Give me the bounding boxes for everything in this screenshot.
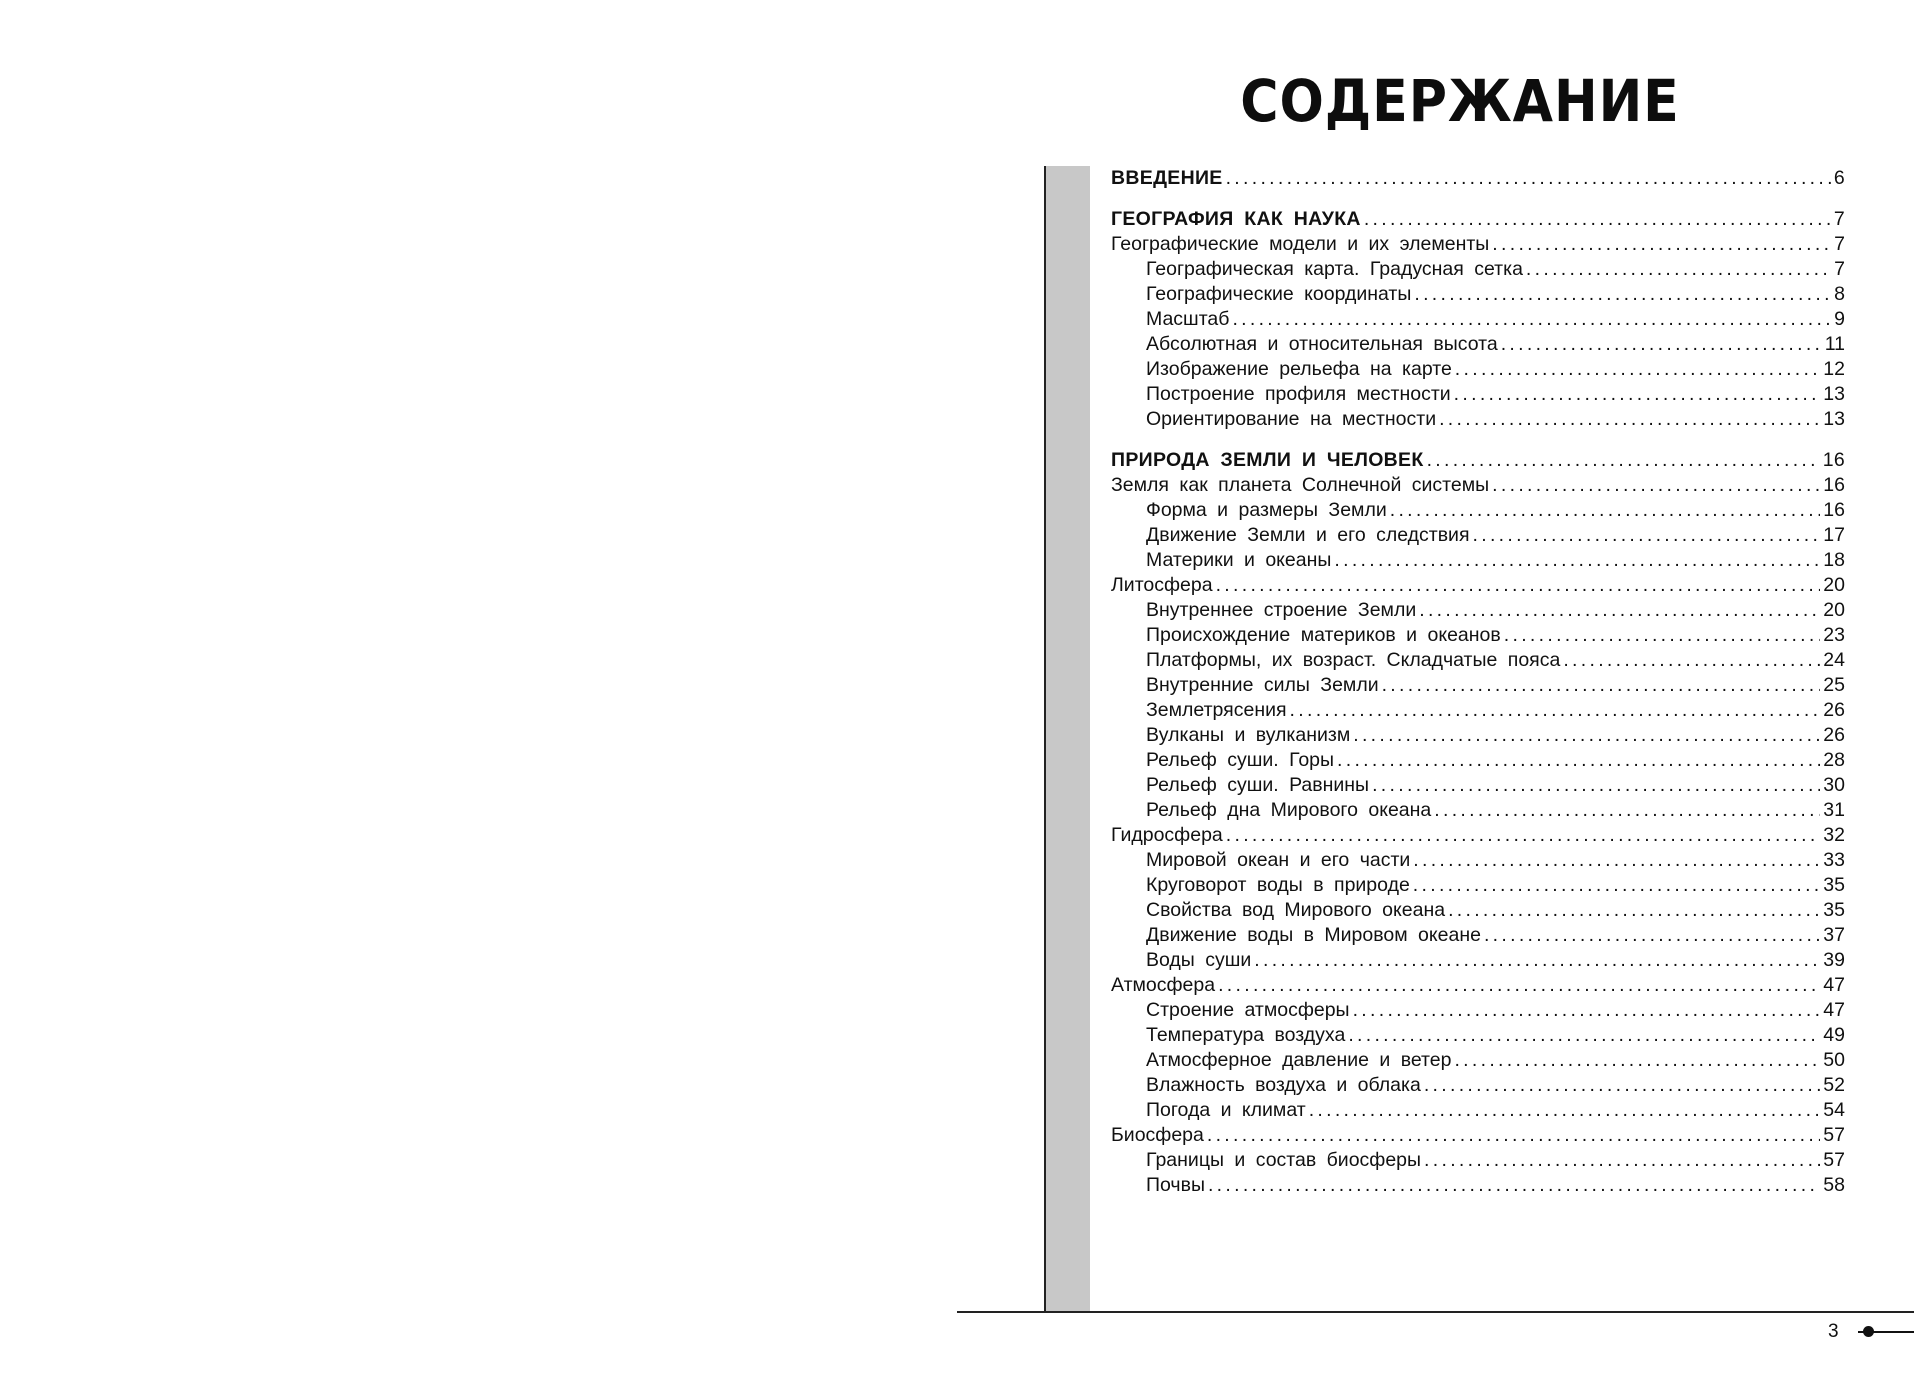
toc-entry-title: Вулканы и вулканизм <box>1146 724 1351 746</box>
toc-entry[interactable] <box>1111 748 1845 773</box>
toc-entry-page: 32 <box>1823 824 1845 846</box>
toc-section[interactable] <box>1111 207 1845 232</box>
toc-entry[interactable] <box>1111 723 1845 748</box>
toc-entry[interactable] <box>1111 382 1845 407</box>
toc-entry-page: 20 <box>1823 599 1845 621</box>
toc-entry[interactable] <box>1111 698 1845 723</box>
toc-entry-title: Географическая карта. Градусная сетка <box>1146 258 1523 280</box>
toc-entry[interactable] <box>1111 523 1845 548</box>
toc-entry-title: Внутренние силы Земли <box>1146 674 1379 696</box>
dot-leader <box>1424 1148 1820 1173</box>
toc-entry[interactable] <box>1111 948 1845 973</box>
dot-leader <box>1492 473 1820 498</box>
page-number: 3 <box>1828 1321 1839 1342</box>
dot-leader <box>1382 673 1821 698</box>
toc-entry-page: 57 <box>1823 1124 1845 1146</box>
toc-entry-title: Атмосферное давление и ветер <box>1146 1049 1452 1071</box>
toc-entry-title: Движение Земли и его следствия <box>1146 524 1470 546</box>
toc-entry-page: 47 <box>1823 999 1845 1021</box>
toc-entry[interactable] <box>1111 407 1845 432</box>
toc-entry-page: 50 <box>1823 1049 1845 1071</box>
toc-entry-page: 49 <box>1823 1024 1845 1046</box>
dot-leader <box>1226 166 1831 191</box>
toc-entry[interactable] <box>1111 548 1845 573</box>
dot-leader <box>1207 1123 1820 1148</box>
toc-entry[interactable] <box>1111 973 1845 998</box>
toc-entry-page: 57 <box>1823 1149 1845 1171</box>
toc-entry[interactable] <box>1111 848 1845 873</box>
toc-entry[interactable] <box>1111 1023 1845 1048</box>
toc-entry-title: Воды суши <box>1146 949 1252 971</box>
toc-entry-title: Движение воды в Мировом океане <box>1146 924 1481 946</box>
dot-leader <box>1348 1023 1820 1048</box>
toc-entry-page: 9 <box>1834 308 1845 330</box>
toc-entry[interactable] <box>1111 232 1845 257</box>
toc-entry-page: 16 <box>1822 449 1845 471</box>
toc-entry-page: 47 <box>1823 974 1845 996</box>
dot-leader <box>1334 548 1820 573</box>
toc-entry-page: 16 <box>1823 474 1845 496</box>
dot-leader <box>1232 307 1831 332</box>
toc-entry-page: 23 <box>1823 624 1845 646</box>
toc-entry-page: 6 <box>1833 167 1845 189</box>
toc-entry[interactable] <box>1111 282 1845 307</box>
toc-entry[interactable] <box>1111 898 1845 923</box>
dot-leader <box>1414 282 1831 307</box>
toc-entry-page: 31 <box>1823 799 1845 821</box>
toc-entry[interactable] <box>1111 823 1845 848</box>
dot-leader <box>1208 1173 1820 1198</box>
dot-leader <box>1424 1073 1820 1098</box>
toc-entry-title: ГЕОГРАФИЯ КАК НАУКА <box>1111 208 1361 230</box>
toc-entry-title: Ориентирование на местности <box>1146 408 1437 430</box>
toc-entry-title: Круговорот воды в природе <box>1146 874 1410 896</box>
toc-entry-title: Земля как планета Солнечной системы <box>1111 474 1490 496</box>
toc-entry[interactable] <box>1111 1098 1845 1123</box>
table-of-contents <box>1111 166 1845 1198</box>
dot-leader <box>1448 898 1820 923</box>
toc-entry-page: 13 <box>1823 383 1845 405</box>
dot-leader <box>1226 823 1821 848</box>
toc-entry-page: 7 <box>1834 258 1845 280</box>
toc-entry-title: Изображение рельефа на карте <box>1146 358 1452 380</box>
toc-entry-page: 7 <box>1834 233 1845 255</box>
toc-entry[interactable] <box>1111 307 1845 332</box>
toc-entry-title: Биосфера <box>1111 1124 1204 1146</box>
toc-entry[interactable] <box>1111 673 1845 698</box>
toc-entry-title: Свойства вод Мирового океана <box>1146 899 1446 921</box>
toc-entry-page: 16 <box>1823 499 1845 521</box>
dot-leader <box>1419 598 1820 623</box>
toc-entry-title: Погода и климат <box>1146 1099 1306 1121</box>
toc-entry[interactable] <box>1111 773 1845 798</box>
dot-leader <box>1504 623 1821 648</box>
toc-entry-title: Температура воздуха <box>1146 1024 1346 1046</box>
dot-leader <box>1364 207 1831 232</box>
toc-entry-page: 35 <box>1823 899 1845 921</box>
toc-entry-page: 37 <box>1823 924 1845 946</box>
toc-entry-page: 13 <box>1823 408 1845 430</box>
toc-entry-page: 33 <box>1823 849 1845 871</box>
dot-leader <box>1473 523 1821 548</box>
dot-leader <box>1290 698 1821 723</box>
toc-entry-title: Влажность воздуха и облака <box>1146 1074 1421 1096</box>
toc-entry-title: Почвы <box>1146 1174 1205 1196</box>
toc-entry-page: 30 <box>1823 774 1845 796</box>
toc-entry-title: Атмосфера <box>1111 974 1216 996</box>
toc-entry[interactable] <box>1111 473 1845 498</box>
toc-entry-title: Рельеф суши. Горы <box>1146 749 1335 771</box>
toc-entry-page: 20 <box>1823 574 1845 596</box>
dot-leader <box>1413 848 1820 873</box>
toc-entry[interactable] <box>1111 573 1845 598</box>
toc-entry[interactable] <box>1111 1073 1845 1098</box>
dot-leader <box>1455 357 1821 382</box>
dot-leader <box>1353 998 1821 1023</box>
toc-entry-title: Географические модели и их элементы <box>1111 233 1490 255</box>
toc-entry-page: 17 <box>1823 524 1845 546</box>
toc-entry[interactable] <box>1111 357 1845 382</box>
toc-entry-title: Материки и океаны <box>1146 549 1332 571</box>
toc-entry-page: 26 <box>1823 699 1845 721</box>
toc-entry[interactable] <box>1111 998 1845 1023</box>
toc-entry-page: 54 <box>1823 1099 1845 1121</box>
toc-entry-title: Рельеф суши. Равнины <box>1146 774 1370 796</box>
dot-leader <box>1484 923 1820 948</box>
side-band <box>1046 166 1090 1312</box>
dot-leader <box>1454 382 1821 407</box>
dot-leader <box>1337 748 1820 773</box>
toc-entry-title: Мировой океан и его части <box>1146 849 1411 871</box>
dot-leader <box>1563 648 1820 673</box>
toc-section[interactable] <box>1111 448 1845 473</box>
toc-entry-page: 58 <box>1823 1174 1845 1196</box>
bottom-rule <box>957 1311 1914 1313</box>
dot-leader <box>1254 948 1820 973</box>
toc-entry[interactable] <box>1111 798 1845 823</box>
toc-entry-title: Масштаб <box>1146 308 1230 330</box>
dot-leader <box>1454 1048 1820 1073</box>
toc-entry[interactable] <box>1111 257 1845 282</box>
dot-leader <box>1526 257 1831 282</box>
toc-entry-title: ВВЕДЕНИЕ <box>1111 167 1223 189</box>
toc-entry-page: 8 <box>1834 283 1845 305</box>
toc-entry-title: Литосфера <box>1111 574 1213 596</box>
toc-entry-title: Происхождение материков и океанов <box>1146 624 1501 646</box>
toc-entry[interactable] <box>1111 1173 1845 1198</box>
dot-leader <box>1501 332 1822 357</box>
dot-leader <box>1353 723 1820 748</box>
dot-leader <box>1218 973 1820 998</box>
toc-entry-page: 18 <box>1823 549 1845 571</box>
toc-entry[interactable] <box>1111 332 1845 357</box>
dot-leader <box>1372 773 1820 798</box>
toc-entry[interactable] <box>1111 623 1845 648</box>
toc-entry-page: 35 <box>1823 874 1845 896</box>
toc-entry-page: 28 <box>1823 749 1845 771</box>
toc-entry-page: 52 <box>1823 1074 1845 1096</box>
toc-entry[interactable] <box>1111 873 1845 898</box>
dot-leader <box>1439 407 1820 432</box>
toc-entry-page: 26 <box>1823 724 1845 746</box>
dot-leader <box>1434 798 1820 823</box>
toc-entry-page: 11 <box>1824 333 1845 355</box>
dot-leader <box>1413 873 1821 898</box>
toc-entry[interactable] <box>1111 1148 1845 1173</box>
toc-entry-title: Внутреннее строение Земли <box>1146 599 1417 621</box>
page-marker-dot <box>1863 1326 1874 1337</box>
dot-leader <box>1309 1098 1821 1123</box>
toc-entry-title: Построение профиля местности <box>1146 383 1451 405</box>
toc-entry[interactable] <box>1111 648 1845 673</box>
toc-entry-page: 12 <box>1823 358 1845 380</box>
toc-entry-title: Гидросфера <box>1111 824 1223 846</box>
toc-section[interactable] <box>1111 166 1845 191</box>
toc-entry-title: Форма и размеры Земли <box>1146 499 1387 521</box>
toc-entry-title: Строение атмосферы <box>1146 999 1350 1021</box>
toc-entry[interactable] <box>1111 598 1845 623</box>
page-title: СОДЕРЖАНИЕ <box>1240 67 1680 135</box>
toc-entry-page: 25 <box>1823 674 1845 696</box>
toc-entry[interactable] <box>1111 498 1845 523</box>
toc-entry-page: 7 <box>1833 208 1845 230</box>
toc-entry[interactable] <box>1111 1048 1845 1073</box>
toc-entry[interactable] <box>1111 1123 1845 1148</box>
toc-entry[interactable] <box>1111 923 1845 948</box>
toc-entry-title: Платформы, их возраст. Складчатые пояса <box>1146 649 1561 671</box>
dot-leader <box>1427 448 1820 473</box>
dot-leader <box>1390 498 1821 523</box>
toc-entry-title: Абсолютная и относительная высота <box>1146 333 1498 355</box>
dot-leader <box>1216 573 1821 598</box>
toc-entry-title: Географические координаты <box>1146 283 1412 305</box>
dot-leader <box>1492 232 1831 257</box>
toc-entry-page: 24 <box>1823 649 1845 671</box>
toc-entry-title: Землетрясения <box>1146 699 1287 721</box>
toc-entry-title: Рельеф дна Мирового океана <box>1146 799 1432 821</box>
toc-entry-page: 39 <box>1823 949 1845 971</box>
toc-entry-title: ПРИРОДА ЗЕМЛИ И ЧЕЛОВЕК <box>1111 449 1424 471</box>
toc-entry-title: Границы и состав биосферы <box>1146 1149 1422 1171</box>
